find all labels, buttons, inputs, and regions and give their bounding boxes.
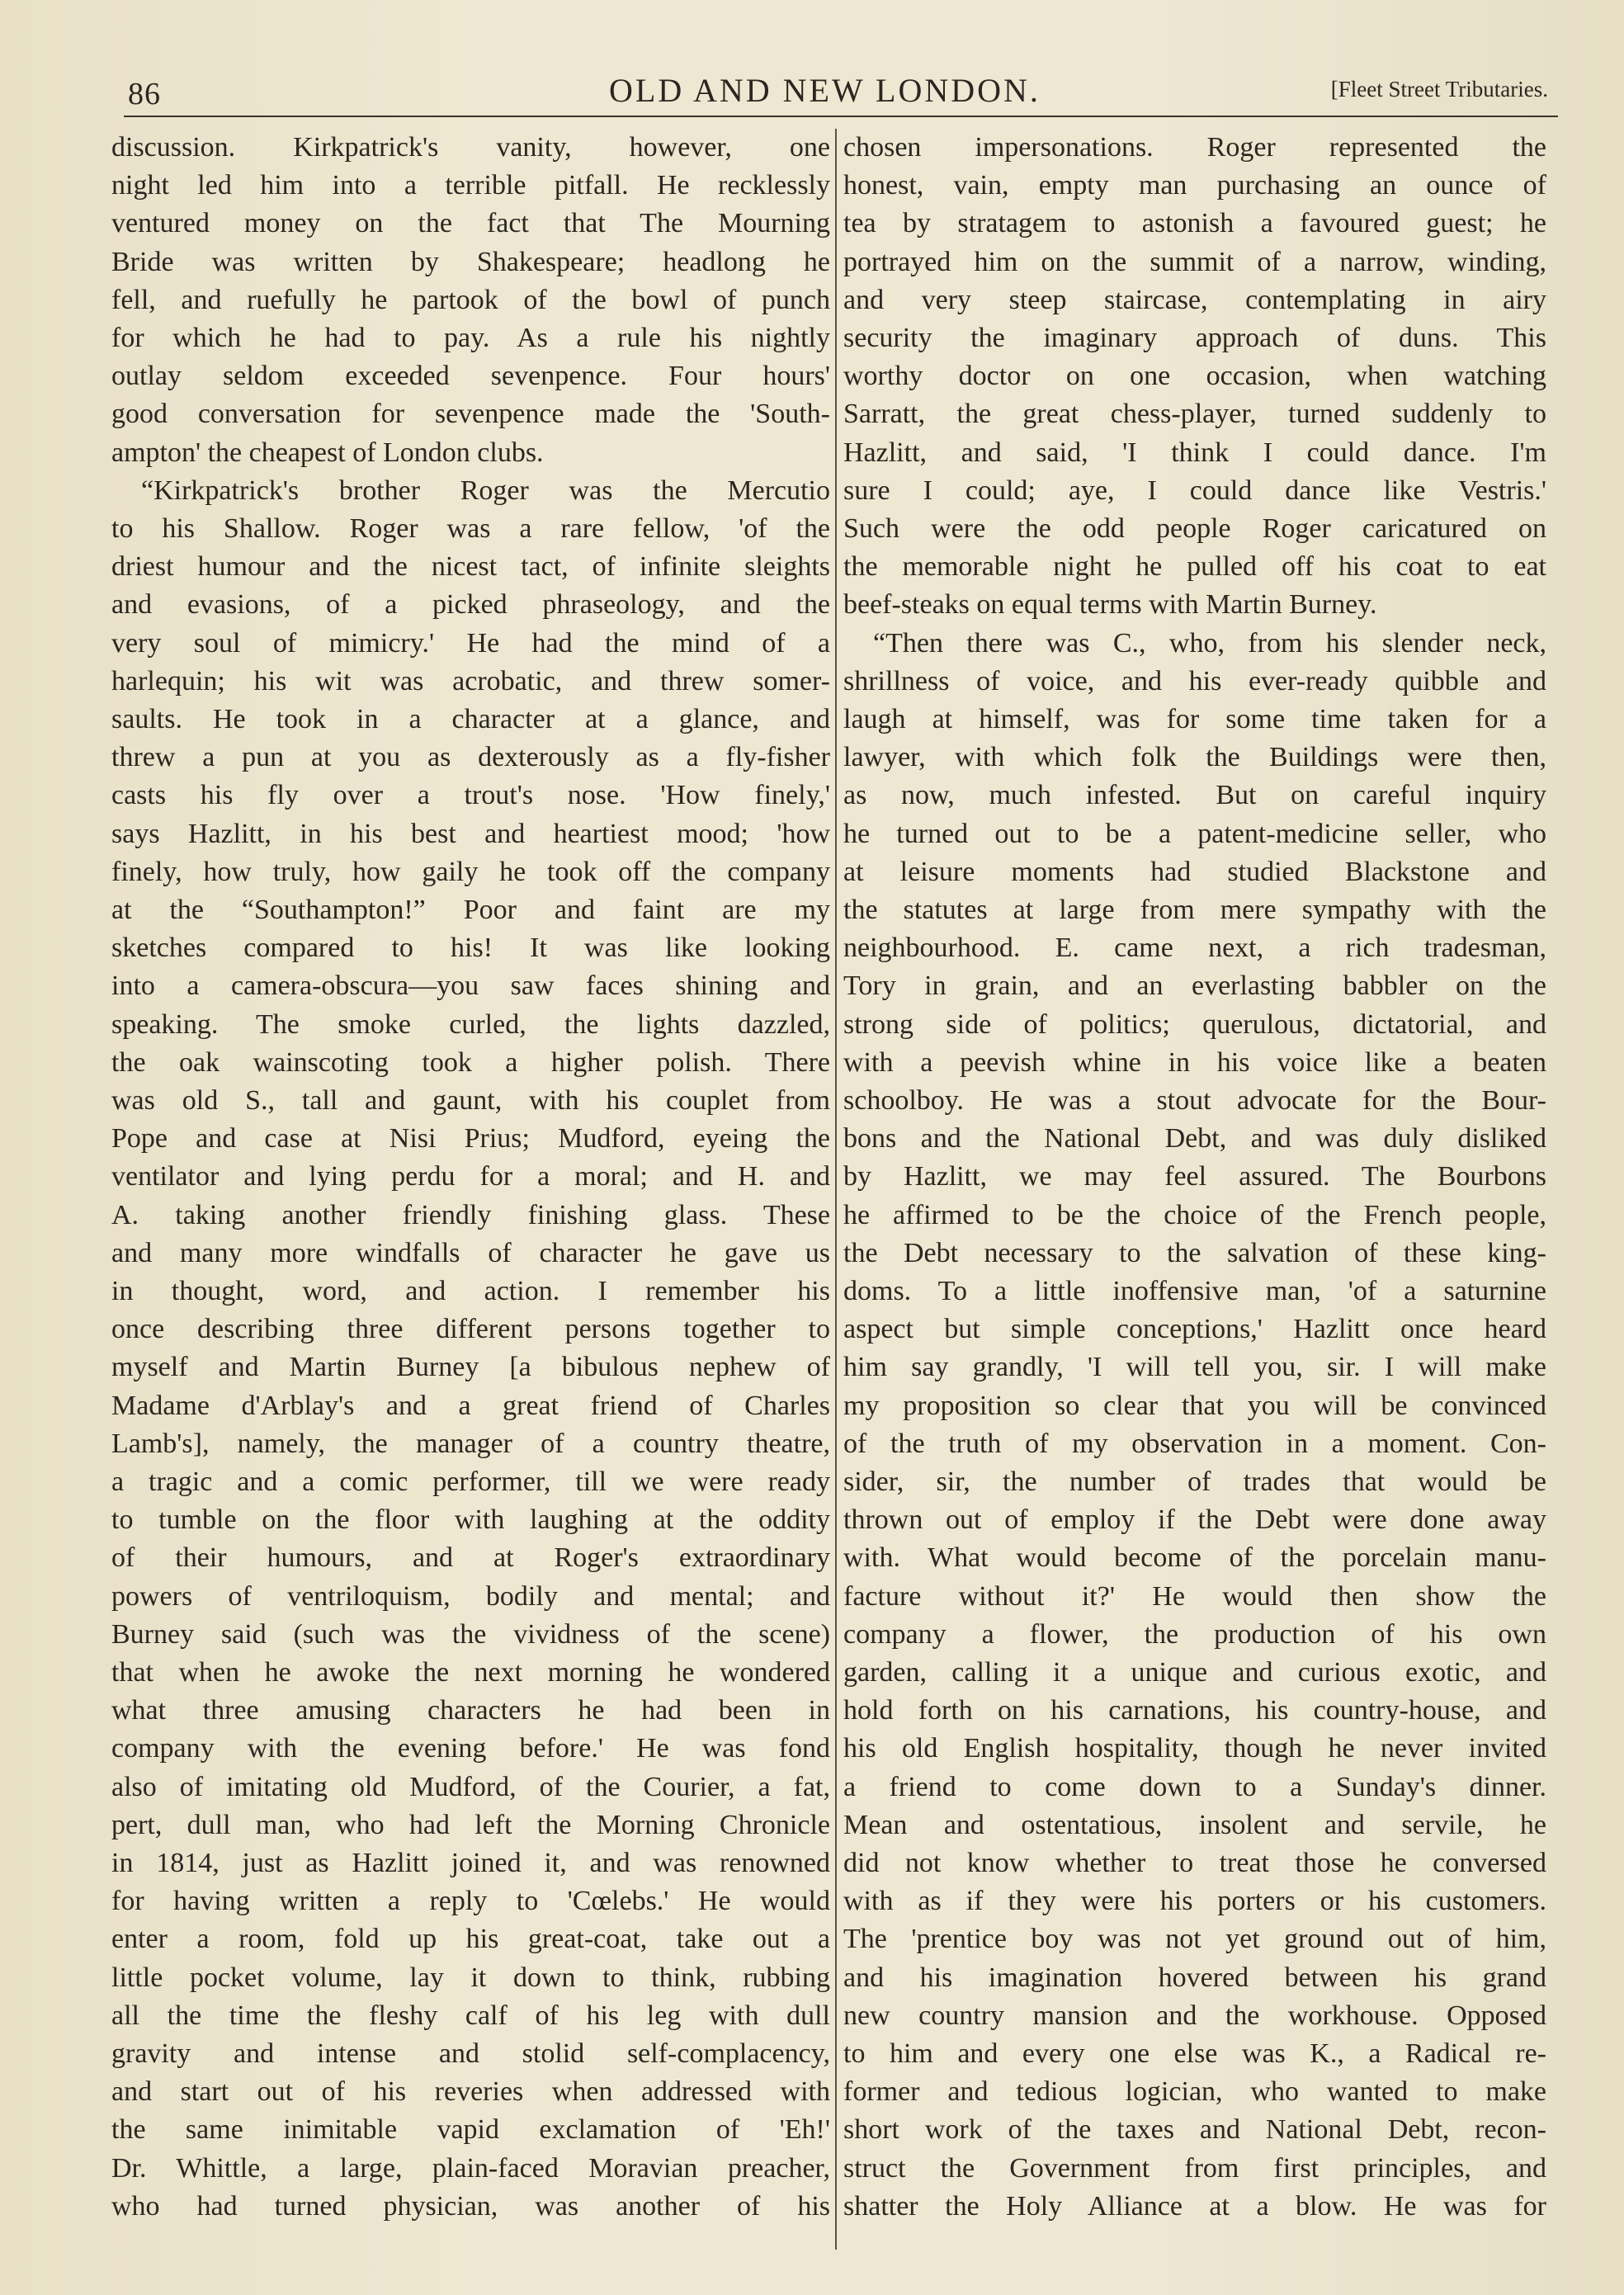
text-line: short work of the taxes and National Debt, recon- (843, 2114, 1546, 2146)
text-line: speaking. The smoke curled, the lights dazzled, (111, 1008, 830, 1040)
text-line: Such were the odd people Roger caricatured on (843, 513, 1546, 544)
right-column (843, 129, 1546, 2241)
text-line: ampton' the cheapest of London clubs. (111, 437, 544, 468)
text-line: portrayed him on the summit of a narrow, winding, (843, 246, 1546, 277)
text-line: did not know whether to treat those he conversed (843, 1848, 1546, 1878)
text-line: Sarratt, the great chess-player, turned suddenly to (843, 399, 1546, 430)
text-line: little pocket volume, lay it down to think, rubbing (111, 1962, 830, 1993)
text-line: new country mansion and the workhouse. Opposed (843, 2000, 1546, 2031)
text-line: also of imitating old Mudford, of the Courier, a fat, (111, 1771, 830, 1802)
text-line: beef-steaks on equal terms with Martin Burney. (843, 589, 1377, 621)
text-line: pert, dull man, who had left the Morning Chronicle (111, 1809, 830, 1840)
text-line: neighbourhood. E. came next, a rich tradesman, (843, 933, 1546, 964)
text-line: that when he awoke the next morning he wondered (111, 1657, 830, 1688)
text-line: the statutes at large from mere sympathy with the (843, 895, 1546, 925)
text-line: ventilator and lying perdu for a moral; and H. and (111, 1161, 830, 1192)
text-line: bons and the National Debt, and was duly disliked (843, 1123, 1546, 1155)
text-line: shrillness of voice, and his ever-ready quibble and (843, 665, 1546, 697)
text-line: laugh at himself, was for some time taken for a (843, 704, 1546, 734)
text-line: as now, much infested. But on careful inquiry (843, 780, 1546, 811)
text-line: a tragic and a comic performer, till we were ready (111, 1466, 830, 1497)
text-line: finely, how truly, how gaily he took off the company (111, 856, 830, 887)
left-column (111, 129, 830, 2241)
text-line: company with the evening before.' He was fond (111, 1733, 830, 1764)
text-line: for which he had to pay. As a rule his nightly (111, 323, 830, 353)
text-line: to tumble on the floor with laughing at the oddity (111, 1504, 830, 1536)
text-line: ventured money on the fact that The Mourning (111, 208, 830, 239)
text-line: and evasions, of a picked phraseology, and the (111, 589, 830, 621)
text-line: to him and every one else was K., a Radical re- (843, 2038, 1546, 2069)
text-line: with a peevish whine in his voice like a beaten (843, 1046, 1546, 1078)
text-line: sure I could; aye, I could dance like Vestris.' (843, 475, 1546, 506)
text-line: with as if they were his porters or his customers. (843, 1886, 1546, 1917)
text-line: night led him into a terrible pitfall. He recklessly (111, 170, 830, 201)
text-line: casts his fly over a trout's nose. 'How finely,' (111, 780, 830, 811)
text-line: powers of ventriloquism, bodily and mental; and (111, 1580, 830, 1612)
page-header (124, 64, 1560, 114)
text-line: Dr. Whittle, a large, plain-faced Moravian preacher, (111, 2152, 830, 2184)
text-line: who had turned physician, was another of his (111, 2190, 830, 2222)
text-line: “Kirkpatrick's brother Roger was the Mercutio (141, 475, 830, 506)
text-line: gravity and intense and stolid self-complacency, (111, 2038, 830, 2069)
text-line: in thought, word, and action. I remember his (111, 1276, 830, 1306)
header-rule (124, 116, 1558, 117)
page-number: 86 (128, 77, 161, 111)
text-line: him say grandly, 'I will tell you, sir. I will make (843, 1352, 1546, 1383)
text-line: my proposition so clear that you will be convinced (843, 1390, 1546, 1421)
text-line: once describing three different persons together to (111, 1314, 830, 1345)
text-line: doms. To a little inoffensive man, 'of a saturnine (843, 1276, 1546, 1306)
text-line: what three amusing characters he had been in (111, 1695, 830, 1726)
text-line: of their humours, and at Roger's extraordinary (111, 1542, 830, 1574)
text-line: into a camera-obscura—you saw faces shining and (111, 970, 830, 1002)
text-line: Mean and ostentatious, insolent and servile, he (843, 1809, 1546, 1840)
text-line: driest humour and the nicest tact, of infinite sleights (111, 551, 830, 583)
column-divider (835, 129, 837, 2250)
text-line: honest, vain, empty man purchasing an ounce of (843, 170, 1546, 201)
text-line: to his Shallow. Roger was a rare fellow, 'of the (111, 513, 830, 544)
text-line: schoolboy. He was a stout advocate for the Bour- (843, 1085, 1546, 1116)
text-line: strong side of politics; querulous, dictatorial, and (843, 1008, 1546, 1040)
text-line: the same inimitable vapid exclamation of 'Eh!' (111, 2114, 830, 2146)
text-line: fell, and ruefully he partook of the bowl of punch (111, 284, 830, 315)
text-line: by Hazlitt, we may feel assured. The Bourbons (843, 1161, 1546, 1192)
text-line: was old S., tall and gaunt, with his couplet from (111, 1085, 830, 1116)
text-line: he turned out to be a patent-medicine seller, who (843, 818, 1546, 849)
text-line: thrown out of employ if the Debt were done away (843, 1504, 1546, 1536)
text-line: Madame d'Arblay's and a great friend of Charles (111, 1390, 830, 1421)
text-line: the Debt necessary to the salvation of these king- (843, 1237, 1546, 1268)
text-line: good conversation for sevenpence made the 'South- (111, 399, 830, 430)
text-line: Bride was written by Shakespeare; headlong he (111, 246, 830, 277)
text-line: worthy doctor on one occasion, when watching (843, 361, 1546, 392)
text-line: very soul of mimicry.' He had the mind of a (111, 627, 830, 659)
text-line: says Hazlitt, in his best and heartiest mood; 'how (111, 818, 830, 849)
text-line: he affirmed to be the choice of the French people, (843, 1199, 1546, 1230)
text-line: company a flower, the production of his own (843, 1618, 1546, 1650)
running-title: OLD AND NEW LONDON. (609, 72, 1041, 109)
text-line: harlequin; his wit was acrobatic, and threw somer- (111, 665, 830, 697)
text-line: facture without it?' He would then show the (843, 1580, 1546, 1612)
text-line: at leisure moments had studied Blackstone and (843, 856, 1546, 887)
text-line: threw a pun at you as dexterously as a fly-fisher (111, 742, 830, 773)
text-line: discussion. Kirkpatrick's vanity, however, one (111, 132, 830, 163)
text-line: tea by stratagem to astonish a favoured guest; he (843, 208, 1546, 239)
text-line: lawyer, with which folk the Buildings were then, (843, 742, 1546, 773)
text-line: myself and Martin Burney [a bibulous nephew of (111, 1352, 830, 1383)
text-line: “Then there was C., who, from his slender neck, (873, 627, 1546, 659)
text-line: outlay seldom exceeded sevenpence. Four hours' (111, 361, 830, 392)
text-line: Burney said (such was the vividness of the scene) (111, 1618, 830, 1650)
text-line: garden, calling it a unique and curious exotic, and (843, 1657, 1546, 1688)
text-line: at the “Southampton!” Poor and faint are my (111, 895, 830, 925)
text-line: former and tedious logician, who wanted to make (843, 2076, 1546, 2108)
text-line: aspect but simple conceptions,' Hazlitt once heard (843, 1314, 1546, 1345)
text-line: security the imaginary approach of duns. This (843, 323, 1546, 353)
text-line: struct the Government from first principles, and (843, 2152, 1546, 2184)
text-line: with. What would become of the porcelain manu- (843, 1542, 1546, 1574)
text-line: Tory in grain, and an everlasting babbler on the (843, 970, 1546, 1002)
text-line: enter a room, fold up his great-coat, take out a (111, 1924, 830, 1955)
text-line: all the time the fleshy calf of his leg with dull (111, 2000, 830, 2031)
section-title: [Fleet Street Tributaries. (1330, 77, 1548, 102)
text-line: The 'prentice boy was not yet ground out of him, (843, 1924, 1546, 1955)
text-line: and very steep staircase, contemplating in airy (843, 284, 1546, 315)
text-line: Pope and case at Nisi Prius; Mudford, eyeing the (111, 1123, 830, 1155)
text-line: and his imagination hovered between his grand (843, 1962, 1546, 1993)
text-line: the oak wainscoting took a higher polish. There (111, 1046, 830, 1078)
text-line: sketches compared to his! It was like looking (111, 933, 830, 964)
text-line: sider, sir, the number of trades that would be (843, 1466, 1546, 1497)
text-line: Lamb's], namely, the manager of a country theatre, (111, 1428, 830, 1459)
text-line: his old English hospitality, though he never invited (843, 1733, 1546, 1764)
text-line: for having written a reply to 'Cœlebs.' He would (111, 1886, 830, 1917)
text-line: and start out of his reveries when addressed with (111, 2076, 830, 2108)
text-line: A. taking another friendly finishing glass. These (111, 1199, 830, 1230)
text-line: in 1814, just as Hazlitt joined it, and was renowned (111, 1848, 830, 1878)
text-line: a friend to come down to a Sunday's dinner. (843, 1771, 1546, 1802)
text-line: hold forth on his carnations, his country-house, and (843, 1695, 1546, 1726)
text-line: the memorable night he pulled off his coat to eat (843, 551, 1546, 583)
text-line: shatter the Holy Alliance at a blow. He was for (843, 2190, 1546, 2222)
text-line: saults. He took in a character at a glance, and (111, 704, 830, 734)
text-line: and many more windfalls of character he gave us (111, 1237, 830, 1268)
text-line: chosen impersonations. Roger represented the (843, 132, 1546, 163)
text-line: Hazlitt, and said, 'I think I could dance. I'm (843, 437, 1546, 468)
text-line: of the truth of my observation in a moment. Con- (843, 1428, 1546, 1459)
